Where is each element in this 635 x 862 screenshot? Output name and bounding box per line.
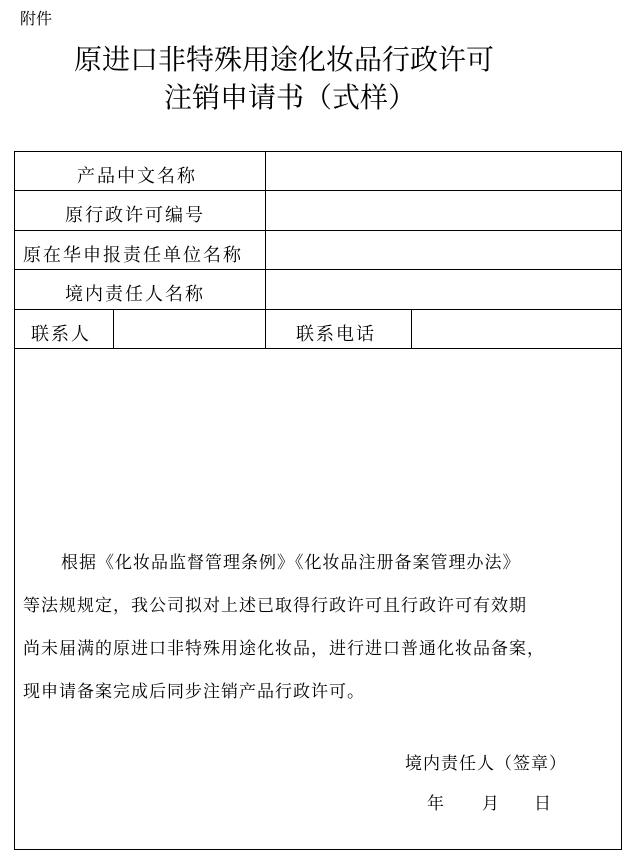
statement-line: 尚未届满的原进口非特殊用途化妆品，进行进口普通化妆品备案， [23, 639, 545, 659]
row-divider [15, 309, 621, 310]
row-divider [15, 269, 621, 270]
statement-line: 现申请备案完成后同步注销产品行政许可。 [23, 682, 365, 702]
row-divider [15, 348, 621, 349]
statement-line: 根据《化妆品监督管理条例》《化妆品注册备案管理办法》 [61, 553, 521, 573]
date-day: 日 [534, 794, 551, 814]
date-month: 月 [482, 794, 499, 814]
column-divider [113, 309, 114, 348]
page-title-line1: 原进口非特殊用途化妆品行政许可 [74, 43, 495, 76]
column-divider [265, 309, 266, 348]
label-domestic-responsible-person: 境内责任人名称 [65, 284, 205, 305]
row-divider [15, 190, 621, 191]
page-title-line2: 注销申请书（式样） [164, 81, 417, 114]
label-contact-phone: 联系电话 [296, 324, 376, 345]
application-form [14, 151, 622, 850]
signature-label: 境内责任人（签章） [405, 754, 567, 774]
label-product-chinese-name: 产品中文名称 [77, 166, 197, 187]
label-contact-person: 联系人 [31, 324, 91, 345]
column-divider [411, 309, 412, 348]
column-divider [265, 152, 266, 309]
row-divider [15, 230, 621, 231]
label-original-responsible-unit: 原在华申报责任单位名称 [23, 245, 243, 266]
date-year: 年 [427, 794, 444, 814]
attachment-label: 附件 [20, 9, 53, 28]
label-original-license-number: 原行政许可编号 [65, 205, 205, 226]
statement-line: 等法规规定，我公司拟对上述已取得行政许可且行政许可有效期 [23, 596, 527, 616]
